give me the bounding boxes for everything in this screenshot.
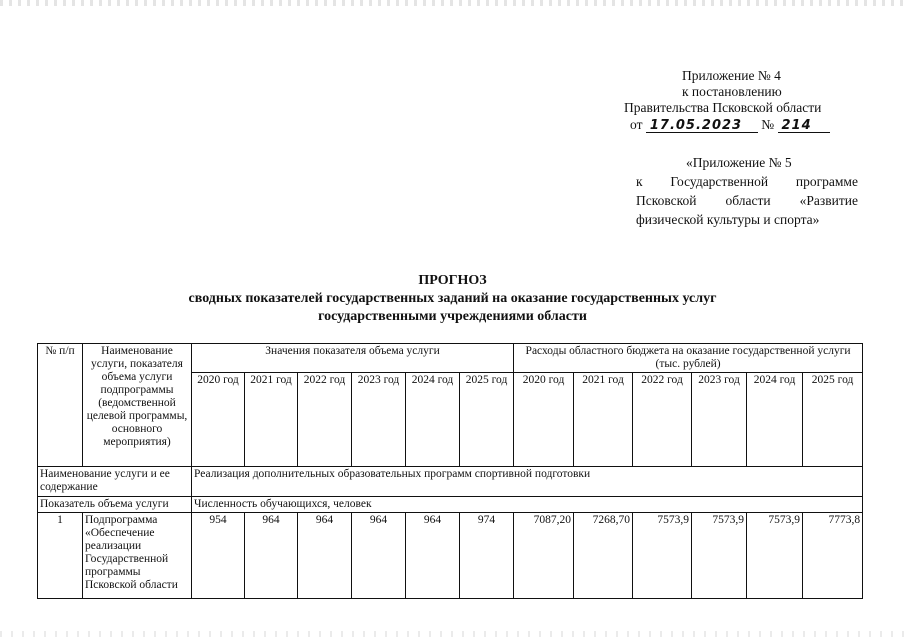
- row-volume-2025: 974: [460, 513, 514, 599]
- appendix-5-line4: физической культуры и спорта»: [636, 212, 820, 227]
- header-row-1: [38, 344, 863, 373]
- appendix-5-line2-word3: программе: [795, 174, 858, 189]
- date-prefix: от: [630, 117, 643, 132]
- expense-year-2024: 2024 год: [747, 373, 803, 467]
- handwritten-number: 214: [778, 119, 830, 133]
- appendix-5-line2-word1: к: [636, 174, 643, 189]
- indicator-row: [38, 497, 863, 513]
- service-label: Наименование услуги и ее содержание: [38, 467, 192, 497]
- row-volume-2022: 964: [298, 513, 352, 599]
- volume-year-2025: 2025 год: [460, 373, 514, 467]
- document-subtitle-line2: государственными учреждениями области: [318, 309, 587, 324]
- appendix-4-block: [624, 68, 830, 133]
- appendix-4-date-line: [624, 117, 830, 133]
- volume-year-2020: 2020 год: [192, 373, 245, 467]
- row-volume-2024: 964: [406, 513, 460, 599]
- row-volume-2021: 964: [245, 513, 298, 599]
- appendix-4-line3: Правительства Псковской области: [624, 100, 822, 115]
- row-expense-2020: 7087,20: [514, 513, 574, 599]
- row-volume-2023: 964: [352, 513, 406, 599]
- volume-year-2022: 2022 год: [298, 373, 352, 467]
- expense-year-2025: 2025 год: [803, 373, 863, 467]
- number-prefix: №: [761, 117, 775, 132]
- header-volume-group: Значения показателя объема услуги: [192, 344, 514, 373]
- document-title: ПРОГНОЗ: [418, 273, 487, 288]
- appendix-5-line3-word2: области: [725, 193, 771, 208]
- handwritten-date: 17.05.2023: [646, 119, 758, 133]
- document-subtitle-line1: сводных показателей государственных заданий на оказание государственных услуг: [188, 291, 717, 306]
- row-volume-2020: 954: [192, 513, 245, 599]
- row-name: Подпрограмма «Обеспечение реализации Государственной программы Псковской области: [83, 513, 192, 599]
- row-expense-2023: 7573,9: [692, 513, 747, 599]
- table-row: [38, 513, 863, 599]
- expense-year-2023: 2023 год: [692, 373, 747, 467]
- appendix-5-line1: «Приложение № 5: [686, 155, 792, 170]
- appendix-5-block: [636, 153, 858, 229]
- scan-edge-top: [0, 0, 905, 6]
- indicator-label: Показатель объема услуги: [38, 497, 192, 513]
- row-number: 1: [38, 513, 83, 599]
- service-row: [38, 467, 863, 497]
- appendix-5-line2: [636, 172, 858, 191]
- row-expense-2025: 7773,8: [803, 513, 863, 599]
- appendix-4-line1: Приложение № 4: [682, 68, 781, 83]
- appendix-5-line2-word2: Государственной: [670, 174, 769, 189]
- expense-year-2020: 2020 год: [514, 373, 574, 467]
- header-name: Наименование услуги, показателя объема услуги подпрограммы (ведомственной целевой программы, основного мероприятия): [83, 344, 192, 467]
- indicator-value: Численность обучающихся, человек: [192, 497, 863, 513]
- appendix-5-line3: [636, 191, 858, 210]
- scan-edge-bottom: [0, 631, 905, 637]
- appendix-5-line3-word3: «Развитие: [799, 193, 858, 208]
- forecast-table: [37, 343, 863, 599]
- volume-year-2021: 2021 год: [245, 373, 298, 467]
- expense-year-2021: 2021 год: [574, 373, 633, 467]
- service-value: Реализация дополнительных образовательных программ спортивной подготовки: [192, 467, 863, 497]
- header-expense-group: Расходы областного бюджета на оказание государственной услуги (тыс. рублей): [514, 344, 863, 373]
- row-expense-2021: 7268,70: [574, 513, 633, 599]
- volume-year-2023: 2023 год: [352, 373, 406, 467]
- appendix-5-line3-word1: Псковской: [636, 193, 697, 208]
- volume-year-2024: 2024 год: [406, 373, 460, 467]
- expense-year-2022: 2022 год: [633, 373, 692, 467]
- header-num: № п/п: [38, 344, 83, 467]
- appendix-4-line2: к постановлению: [682, 84, 782, 99]
- row-expense-2024: 7573,9: [747, 513, 803, 599]
- row-expense-2022: 7573,9: [633, 513, 692, 599]
